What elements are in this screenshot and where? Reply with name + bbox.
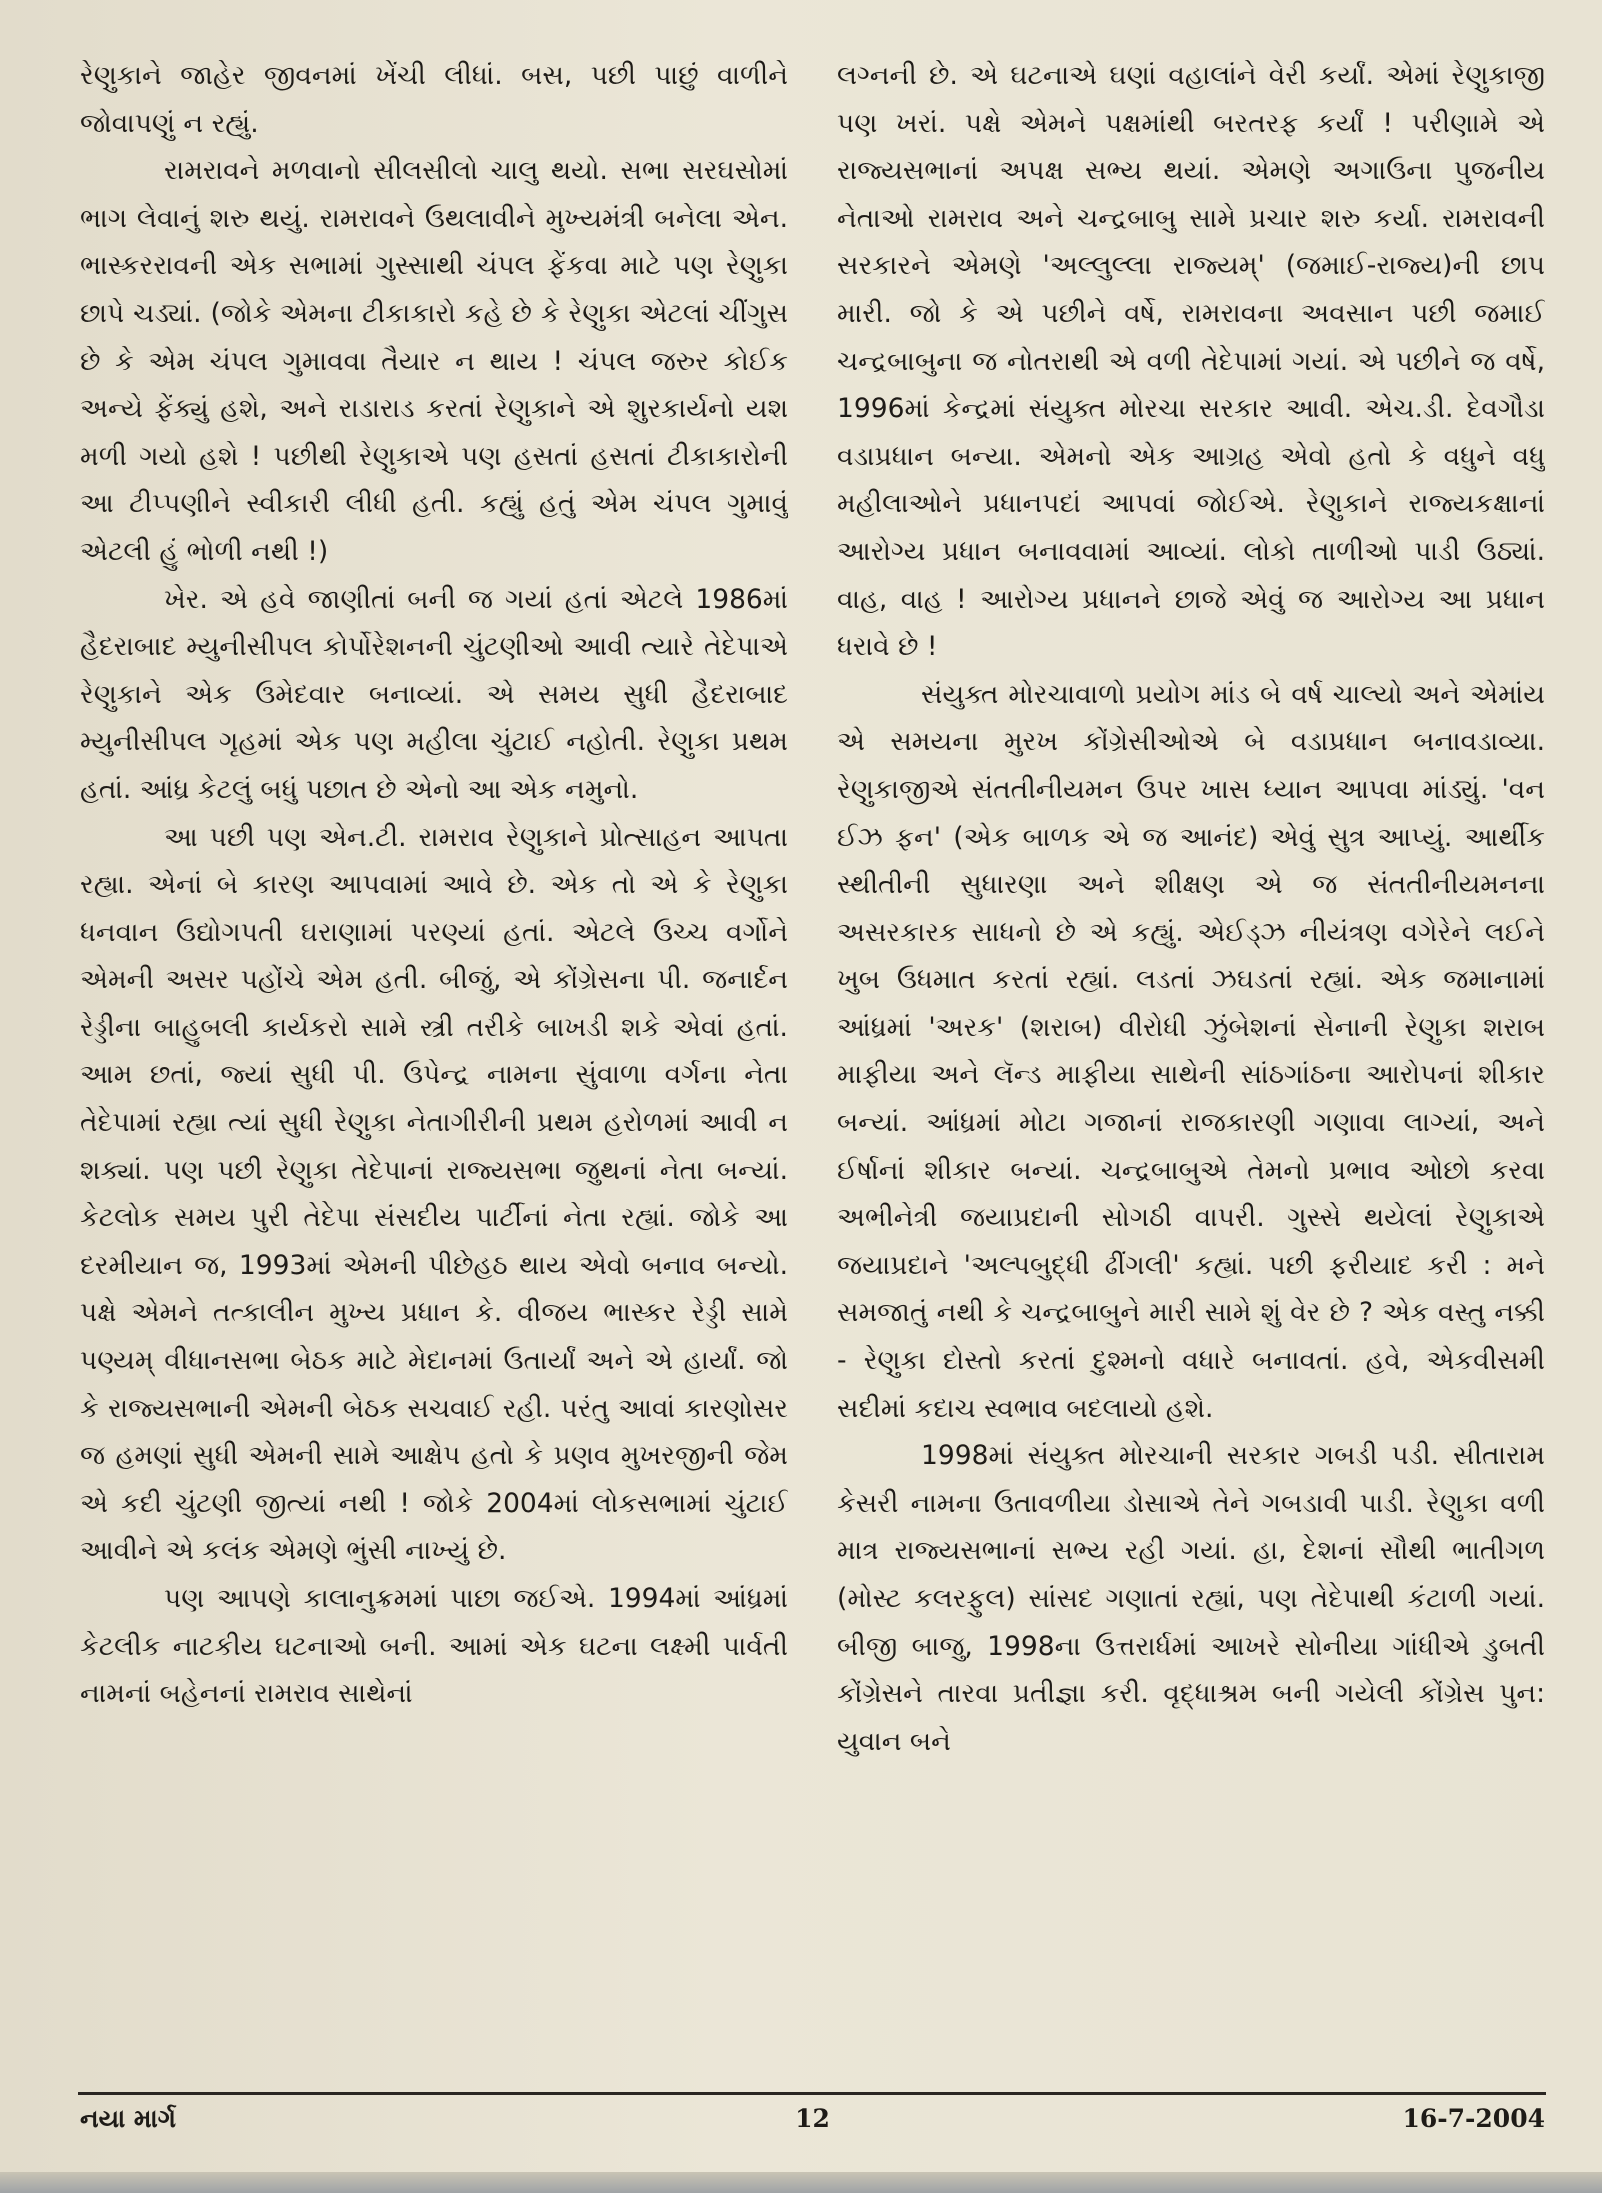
paragraph: સંયુક્ત મોરચાવાળો પ્રયોગ માંડ બે વર્ષ ચાલ્યો અને એમાંય એ સમયના મુરખ કોંગ્રેસીઓએ બે વડાપ્રધાન બનાવડાવ્યા. રેણુકાજીએ સંતતીનીયમન ઉપર ખાસ ધ્યાન આપવા માંડ્યું. 'વન ઈઝ ફન' (એક બાળક એ જ આનંદ) એવું સુત્ર આપ્યું. આર્થીક સ્થીતીની સુધારણા અને શીક્ષણ એ જ સંતતીનીયમનના અસરકારક સાધનો છે એ કહ્યું. એઈડ્ઝ નીયંત્રણ વગેરેને લઈને ખુબ ઉધમાત કરતાં રહ્યાં. લડતાં ઝઘડતાં રહ્યાં. એક જમાનામાં આંધ્રમાં 'અરક' (શરાબ) વીરોધી ઝુંબેશનાં સેનાની રેણુકા શરાબ માફીયા અને લૅન્ડ માફીયા સાથેની સાંઠગાંઠના આરોપનાં શીકાર બન્યાં. આંધ્રમાં મોટા ગજાનાં રાજકારણી ગણાવા લાગ્યાં, અને ઈર્ષાનાં શીકાર બન્યાં. ચન્દ્રબાબુએ તેમનો પ્રભાવ ઓછો કરવા અભીનેત્રી જયાપ્રદાની સોગઠી વાપરી. ગુસ્સે થયેલાં રેણુકાએ જયાપ્રદાને 'અલ્પબુદ્ધી ઢીંગલી' કહ્યાં. પછી ફરીયાદ કરી : મને સમજાતું નથી કે ચન્દ્રબાબુને મારી સામે શું વેર છે ? એક વસ્તુ નક્કી - રેણુકા દોસ્તો કરતાં દુશ્મનો વધારે બનાવતાં. હવે, એકવીસમી સદીમાં કદાચ સ્વભાવ બદલાયો હશે. — [837, 678, 1545, 1424]
paragraph: 1998માં સંયુક્ત મોરચાની સરકાર ગબડી પડી. સીતારામ કેસરી નામના ઉતાવળીયા ડોસાએ તેને ગબડાવી પાડી. રેણુકા વળી માત્ર રાજ્યસભાનાં સભ્ય રહી ગયાં. હા, દેશનાં સૌથી ભાતીગળ (મોસ્ટ કલરફુલ) સાંસદ ગણાતાં રહ્યાં, પણ તેદેપાથી કંટાળી ગયાં. બીજી બાજુ, 1998ના ઉત્તરાર્ધમાં આખરે સોનીયા ગાંધીએ ડુબતી કોંગ્રેસને તારવા પ્રતીજ્ઞા કરી. વૃદ્ધાશ્રમ બની ગયેલી કોંગ્રેસ પુન: યુવાન બને — [837, 1440, 1545, 1757]
issue-date: 16-7-2004 — [1402, 2104, 1545, 2133]
article-body — [80, 52, 1545, 2072]
paragraph: લગ્નની છે. એ ઘટનાએ ઘણાં વહાલાંને વેરી કર્યાં. એમાં રેણુકાજી પણ ખરાં. પક્ષે એમને પક્ષમાંથી બરતરફ કર્યાં ! પરીણામે એ રાજ્યસભાનાં અપક્ષ સભ્ય થયાં. એમણે અગાઉના પુજનીય નેતાઓ રામરાવ અને ચન્દ્રબાબુ સામે પ્રચાર શરુ કર્યા. રામરાવની સરકારને એમણે 'અલ્લુલ્લા રાજ્યમ્' (જમાઈ-રાજ્ય)ની છાપ મારી. જો કે એ પછીને વર્ષે, રામરાવના અવસાન પછી જમાઈ ચન્દ્રબાબુના જ નોતરાથી એ વળી તેદેપામાં ગયાં. એ પછીને જ વર્ષે, 1996માં કેન્દ્રમાં સંયુક્ત મોરચા સરકાર આવી. એચ.ડી. દેવગૌડા વડાપ્રધાન બન્યા. એમનો એક આગ્રહ એવો હતો કે વધુને વધુ મહીલાઓને પ્રધાનપદાં આપવાં જોઈએ. રેણુકાને રાજ્યકક્ષાનાં આરોગ્ય પ્રધાન બનાવવામાં આવ્યાં. લોકો તાળીઓ પાડી ઉઠ્યાં. વાહ, વાહ ! આરોગ્ય પ્રધાનને છાજે એવું જ આરોગ્ય આ પ્રધાન ધરાવે છે ! — [837, 60, 1545, 663]
left-column — [80, 52, 788, 2072]
scan-edge — [0, 2172, 1602, 2193]
page-footer — [80, 2098, 1545, 2148]
footer-divider — [78, 2092, 1546, 2095]
right-column — [837, 52, 1545, 2072]
paragraph: રેણુકાને જાહેર જીવનમાં ખેંચી લીધાં. બસ, પછી પાછું વાળીને જોવાપણું ન રહ્યું. — [80, 60, 788, 139]
paragraph: ખેર. એ હવે જાણીતાં બની જ ગયાં હતાં એટલે 1986માં હૈદરાબાદ મ્યુનીસીપલ કોર્પોરેશનની ચુંટણીઓ આવી ત્યારે તેદેપાએ રેણુકાને એક ઉમેદવાર બનાવ્યાં. એ સમય સુધી હૈદરાબાદ મ્યુનીસીપલ ગૃહમાં એક પણ મહીલા ચુંટાઈ નહોતી. રેણુકા પ્રથમ હતાં. આંધ્ર કેટલું બધું પછાત છે એનો આ એક નમુનો. — [80, 583, 788, 805]
paragraph: આ પછી પણ એન.ટી. રામરાવ રેણુકાને પ્રોત્સાહન આપતા રહ્યા. એનાં બે કારણ આપવામાં આવે છે. એક તો એ કે રેણુકા ધનવાન ઉદ્યોગપતી ઘરાણામાં પરણ્યાં હતાં. એટલે ઉચ્ચ વર્ગોને એમની અસર પહોંચે એમ હતી. બીજું, એ કોંગ્રેસના પી. જનાર્દન રેડ્ડીના બાહુબલી કાર્યકરો સામે સ્ત્રી તરીકે બાખડી શકે એવાં હતાં. આમ છતાં, જ્યાં સુધી પી. ઉપેન્દ્ર નામના સુંવાળા વર્ગના નેતા તેદેપામાં રહ્યા ત્યાં સુધી રેણુકા નેતાગીરીની પ્રથમ હરોળમાં આવી ન શક્યાં. પણ પછી રેણુકા તેદેપાનાં રાજ્યસભા જુથનાં નેતા બન્યાં. કેટલોક સમય પુરી તેદેપા સંસદીય પાર્ટીનાં નેતા રહ્યાં. જોકે આ દરમીયાન જ, 1993માં એમની પીછેહઠ થાય એવો બનાવ બન્યો. પક્ષે એમને તત્કાલીન મુખ્ય પ્રધાન કે. વીજય ભાસ્કર રેડ્ડી સામે પણ્યમ્ વીધાનસભા બેઠક માટે મેદાનમાં ઉતાર્યાં અને એ હાર્યાં. જો કે રાજ્યસભાની એમની બેઠક સચવાઈ રહી. પરંતુ આવાં કારણોસર જ હમણાં સુધી એમની સામે આક્ષેપ હતો કે પ્રણવ મુખરજીની જેમ એ કદી ચુંટણી જીત્યાં નથી ! જોકે 2004માં લોકસભામાં ચુંટાઈ આવીને એ કલંક એમણે ભુંસી નાખ્યું છે. — [80, 821, 788, 1567]
paragraph: રામરાવને મળવાનો સીલસીલો ચાલુ થયો. સભા સરઘસોમાં ભાગ લેવાનું શરુ થયું. રામરાવને ઉથલાવીને મુખ્યમંત્રી બનેલા એન. ભાસ્કરરાવની એક સભામાં ગુસ્સાથી ચંપલ ફેંકવા માટે પણ રેણુકા છાપે ચડ્યાં. (જોકે એમના ટીકાકારો કહે છે કે રેણુકા એટલાં ચીંગુસ છે કે એમ ચંપલ ગુમાવવા તૈયાર ન થાય ! ચંપલ જરુર કોઈક અન્યે ફેંક્યું હશે, અને રાડારાડ કરતાં રેણુકાને એ શુરકાર્યનો યશ મળી ગયો હશે ! પછીથી રેણુકાએ પણ હસતાં હસતાં ટીકાકારોની આ ટીપ્પણીને સ્વીકારી લીધી હતી. કહ્યું હતું એમ ચંપલ ગુમાવું એટલી હું ભોળી નથી !) — [80, 155, 788, 567]
publication-name: નયા માર્ગ — [80, 2104, 176, 2133]
paragraph: પણ આપણે કાલાનુક્રમમાં પાછા જઈએ. 1994માં આંધ્રમાં કેટલીક નાટકીય ઘટનાઓ બની. આમાં એક ઘટના લક્ષ્મી પાર્વતી નામનાં બહેનનાં રામરાવ સાથેનાં — [80, 1583, 788, 1710]
page-number: 12 — [795, 2104, 830, 2133]
